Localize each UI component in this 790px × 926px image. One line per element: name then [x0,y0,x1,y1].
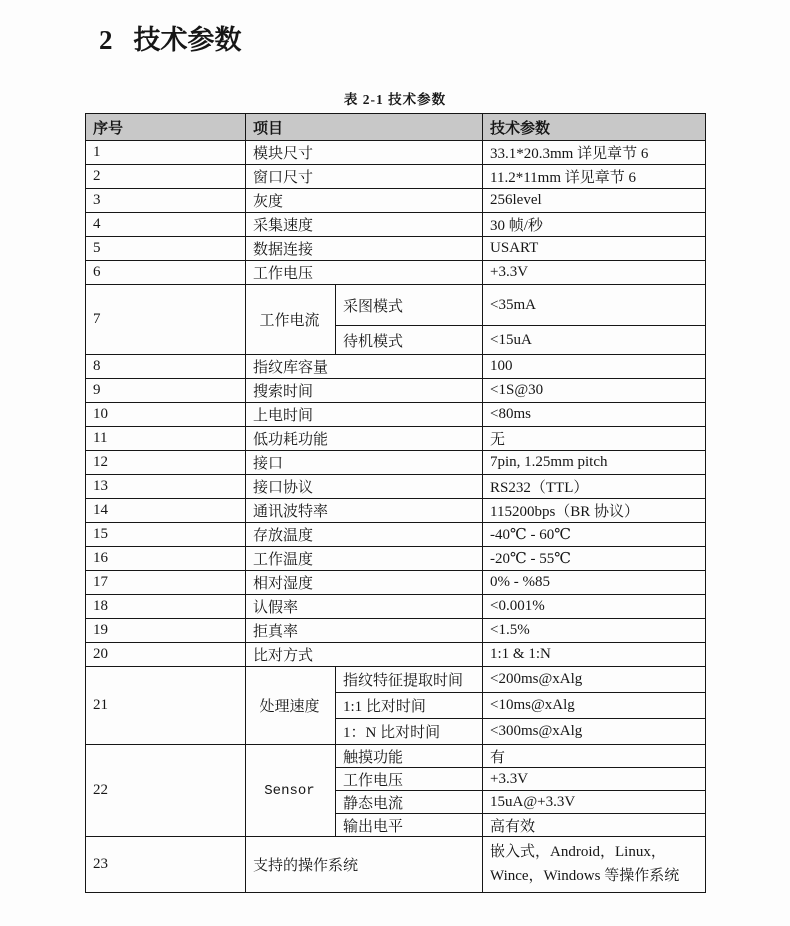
sub-item-name: 待机模式 [336,326,483,355]
row-item: 数据连接 [246,237,483,261]
row-item: 通讯波特率 [246,499,483,523]
sub-item-name: 指纹特征提取时间 [336,667,483,693]
row-no: 5 [86,237,246,261]
row-item: 处理速度 [246,667,336,745]
sub-item-value: 有 [483,745,706,768]
sub-item-name: 采图模式 [336,285,483,326]
row-item: 比对方式 [246,643,483,667]
sub-item-name: 触摸功能 [336,745,483,768]
table-row [86,213,706,237]
row-value: 嵌入式，Android，Linux，Wince，Windows 等操作系统 [483,837,706,893]
row-value: -20℃ - 55℃ [483,547,706,571]
row-item: 模块尺寸 [246,141,483,165]
row-item: 拒真率 [246,619,483,643]
table-row [86,261,706,285]
table-row [86,451,706,475]
sub-item-value: <15uA [483,326,706,355]
row-no: 13 [86,475,246,499]
row-item: 存放温度 [246,523,483,547]
row-no: 18 [86,595,246,619]
row-value: <80ms [483,403,706,427]
row-value: +3.3V [483,261,706,285]
row-no: 2 [86,165,246,189]
col-header-item: 项目 [246,114,483,141]
sub-item-name: 1:1 比对时间 [336,693,483,719]
row-value: 无 [483,427,706,451]
row-no: 9 [86,379,246,403]
row-item: 支持的操作系统 [246,837,483,893]
sub-item-value: <35mA [483,285,706,326]
table-row [86,427,706,451]
row-item: 低功耗功能 [246,427,483,451]
row-item: 接口协议 [246,475,483,499]
row-no: 16 [86,547,246,571]
row-item: 工作电流 [246,285,336,355]
row-value: <1S@30 [483,379,706,403]
table-row [86,643,706,667]
row-item: 工作电压 [246,261,483,285]
table-row [86,403,706,427]
table-caption: 表 2-1 技术参数 [343,92,447,108]
row-no: 21 [86,667,246,745]
row-item: 上电时间 [246,403,483,427]
table-row [86,837,706,893]
row-no: 20 [86,643,246,667]
row-item: 工作温度 [246,547,483,571]
row-value: RS232（TTL） [483,475,706,499]
row-item: 搜索时间 [246,379,483,403]
row-value: 256level [483,189,706,213]
row-value: 0% - %85 [483,571,706,595]
row-no: 11 [86,427,246,451]
row-no: 12 [86,451,246,475]
row-item: 灰度 [246,189,483,213]
row-no: 15 [86,523,246,547]
row-no: 7 [86,285,246,355]
sub-item-name: 静态电流 [336,791,483,814]
row-value: USART [483,237,706,261]
row-value: 100 [483,355,706,379]
table-row [86,547,706,571]
row-item: Sensor [246,745,336,837]
table-row [86,237,706,261]
table-row [86,499,706,523]
table-row [86,523,706,547]
sub-item-value: <300ms@xAlg [483,719,706,745]
row-value: 115200bps（BR 协议） [483,499,706,523]
row-item: 相对湿度 [246,571,483,595]
row-no: 6 [86,261,246,285]
table-row-group [86,745,706,768]
header-row [86,114,706,141]
sub-item-value: 15uA@+3.3V [483,791,706,814]
row-value: 30 帧/秒 [483,213,706,237]
sub-item-value: <200ms@xAlg [483,667,706,693]
table-row [86,619,706,643]
row-item: 接口 [246,451,483,475]
row-no: 3 [86,189,246,213]
table-row-group [86,667,706,693]
table-row [86,355,706,379]
sub-item-value: 高有效 [483,814,706,837]
row-no: 19 [86,619,246,643]
sub-item-name: 输出电平 [336,814,483,837]
row-no: 22 [86,745,246,837]
row-no: 23 [86,837,246,893]
sub-item-name: 1：N 比对时间 [336,719,483,745]
row-no: 17 [86,571,246,595]
col-header-value: 技术参数 [483,114,706,141]
table-row [86,141,706,165]
row-no: 1 [86,141,246,165]
section-number: 2 [99,25,113,55]
table-row [86,571,706,595]
row-value: <1.5% [483,619,706,643]
row-value: -40℃ - 60℃ [483,523,706,547]
row-value: 11.2*11mm 详见章节 6 [483,165,706,189]
row-item: 窗口尺寸 [246,165,483,189]
sub-item-name: 工作电压 [336,768,483,791]
row-value: <0.001% [483,595,706,619]
row-item: 采集速度 [246,213,483,237]
row-value: 33.1*20.3mm 详见章节 6 [483,141,706,165]
row-no: 8 [86,355,246,379]
table-row [86,165,706,189]
row-no: 14 [86,499,246,523]
table-row-group [86,285,706,326]
section-title: 技术参数 [133,25,242,55]
sub-item-value: +3.3V [483,768,706,791]
spec-table [85,113,706,893]
table-row [86,189,706,213]
row-item: 指纹库容量 [246,355,483,379]
col-header-no: 序号 [86,114,246,141]
section-heading [0,0,790,56]
table-row [86,595,706,619]
row-no: 10 [86,403,246,427]
table-row [86,475,706,499]
table-row [86,379,706,403]
row-item: 认假率 [246,595,483,619]
row-value: 7pin, 1.25mm pitch [483,451,706,475]
row-value: 1:1 & 1:N [483,643,706,667]
sub-item-value: <10ms@xAlg [483,693,706,719]
row-no: 4 [86,213,246,237]
